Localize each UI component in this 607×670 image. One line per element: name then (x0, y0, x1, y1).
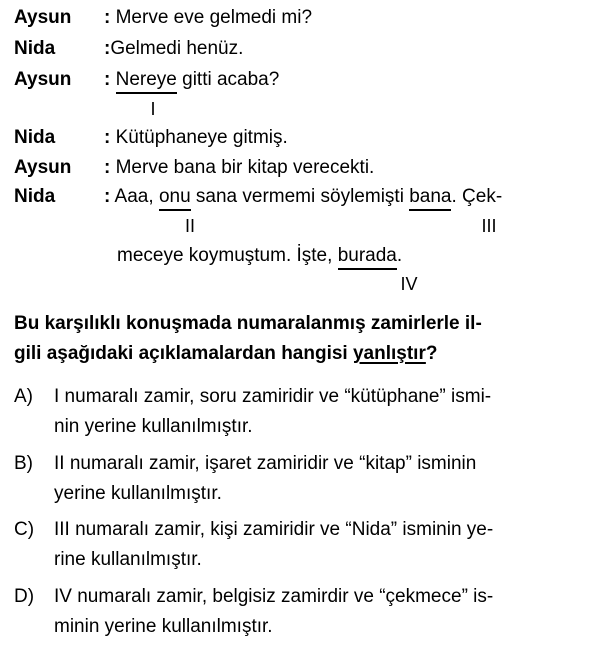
question-text: gili aşağıdaki açıklamalardan hangisi (14, 343, 353, 364)
speaker-name: Aysun (14, 69, 72, 90)
dialogue-text: gitti acaba? (176, 69, 280, 90)
question-keyword: yanlıştır (352, 343, 426, 364)
option-text: nin yerine kullanılmıştır. (54, 416, 253, 437)
dialogue-text: sana vermemi söylemişti (190, 186, 410, 207)
question-mark: ? (425, 343, 438, 364)
pronoun-marker-2: II (184, 216, 195, 236)
speaker-name: Nida (14, 38, 56, 59)
option-letter: B) (14, 453, 33, 474)
option-text: II numaralı zamir, işaret zamiridir ve “kitap” isminin (54, 453, 477, 474)
colon: : (104, 7, 111, 28)
option-text: minin yerine kullanılmıştır. (54, 616, 273, 637)
colon: : (104, 38, 111, 59)
colon: : (104, 157, 111, 178)
colon: : (104, 69, 111, 90)
dialogue-text: . Çek- (451, 186, 503, 207)
option-text: I numaralı zamir, soru zamiridir ve “kütüphane” ismi- (54, 386, 492, 407)
option-letter: C) (14, 519, 35, 540)
dialogue-text: Aaa, (110, 186, 159, 207)
pronoun-bana: bana (409, 186, 452, 207)
option-letter: A) (14, 386, 33, 407)
dialogue-text: Gelmedi henüz. (110, 38, 244, 59)
pronoun-burada: burada (337, 245, 397, 266)
dialogue-line (104, 157, 374, 179)
speaker-name: Aysun (14, 7, 72, 28)
colon: : (104, 186, 111, 207)
question-line-1: Bu karşılıklı konuşmada numaralanmış zamirlerle il- (14, 313, 482, 334)
pronoun-onu: onu (158, 186, 191, 207)
dialogue-line (104, 127, 288, 149)
option-text: yerine kullanılmıştır. (54, 483, 222, 504)
dialogue-text: Kütüphaneye gitmiş. (110, 127, 288, 148)
speaker-name: Nida (14, 127, 56, 148)
speaker-name: Aysun (14, 157, 72, 178)
question-line-2 (14, 342, 437, 366)
dialogue-line (104, 38, 243, 60)
dialogue-text: Merve bana bir kitap verecekti. (110, 157, 375, 178)
dialogue-text: Merve eve gelmedi mi? (110, 7, 313, 28)
speaker-name: Nida (14, 186, 56, 207)
dialogue-text: . (396, 245, 403, 266)
dialogue-line (104, 69, 279, 91)
pronoun-nereye: Nereye (115, 69, 177, 90)
option-text: rine kullanılmıştır. (54, 549, 202, 570)
colon: : (104, 127, 111, 148)
option-text: III numaralı zamir, kişi zamiridir ve “Nida” isminin ye- (54, 519, 494, 540)
dialogue-line (104, 7, 312, 29)
pronoun-marker-3: III (481, 216, 497, 236)
option-text: IV numaralı zamir, belgisiz zamirdir ve “çekmece” is- (54, 586, 494, 607)
pronoun-marker-1: I (150, 99, 156, 119)
dialogue-line (104, 186, 502, 208)
dialogue-text: meceye koymuştum. İşte, (117, 245, 338, 266)
option-letter: D) (14, 586, 35, 607)
dialogue-continuation (117, 245, 402, 267)
pronoun-marker-4: IV (400, 274, 418, 294)
